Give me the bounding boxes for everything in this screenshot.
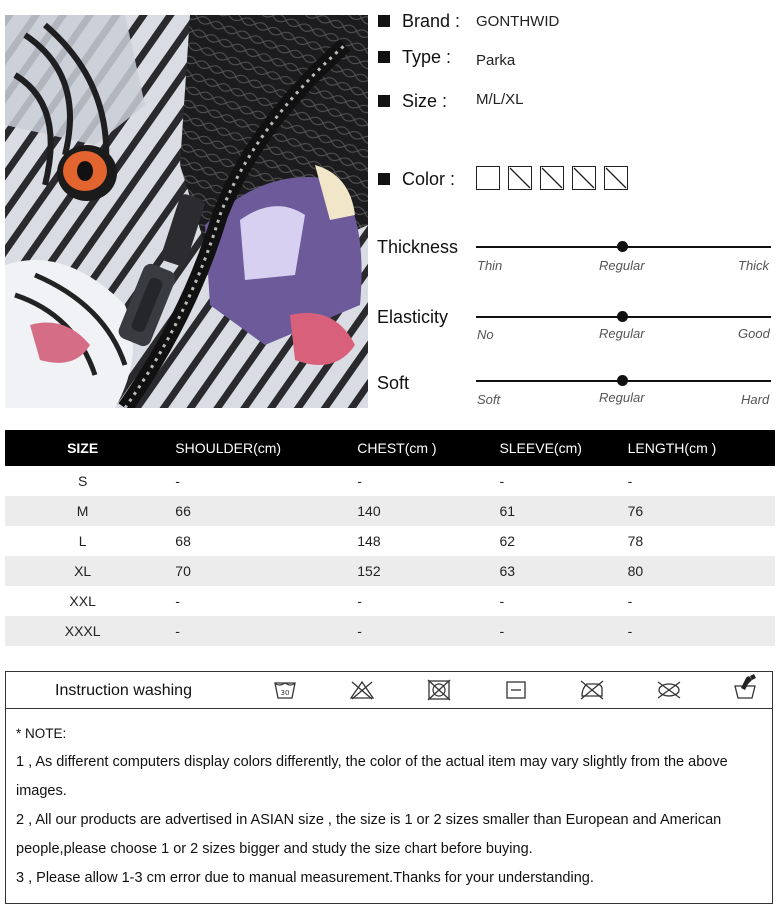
- scale-marker: [617, 311, 628, 322]
- hand-wash-30-icon: [272, 678, 298, 702]
- cell-sleeve: -: [499, 473, 505, 489]
- cell-chest: 140: [357, 496, 499, 526]
- scale-low-label: No: [477, 327, 494, 342]
- cell-shoulder: -: [175, 473, 180, 489]
- cell-size: XL: [5, 556, 160, 586]
- size-value: M/L/XL: [476, 91, 524, 108]
- bullet-square-icon: [378, 51, 390, 63]
- table-row: [5, 616, 775, 646]
- cell-length: -: [628, 616, 775, 646]
- cell-length: -: [627, 473, 633, 489]
- color-swatch-slashed[interactable]: [572, 166, 596, 190]
- spec-brand: [378, 9, 460, 33]
- color-label: Color :: [402, 168, 456, 189]
- cell-shoulder: 68: [175, 533, 191, 549]
- table-row: [5, 586, 775, 616]
- table-row: [5, 556, 775, 586]
- header-size: SIZE: [5, 430, 160, 466]
- cell-sleeve: 63: [499, 556, 627, 586]
- cell-length: -: [627, 593, 633, 609]
- header-chest: CHEST(cm ): [357, 430, 499, 466]
- size-label: Size :: [402, 90, 448, 111]
- do-not-dry-clean-icon: [656, 678, 682, 702]
- note-line: 2 , All our products are advertised in ASIAN size , the size is 1 or 2 sizes smaller than European and American: [16, 812, 722, 828]
- dry-flat-icon: [503, 678, 529, 702]
- note-line: 3 , Please allow 1-3 cm error due to manual measurement.Thanks for your understanding.: [16, 870, 594, 886]
- cell-shoulder: -: [175, 593, 180, 609]
- scale-title: Soft: [377, 373, 410, 393]
- svg-text:30: 30: [280, 689, 290, 697]
- cell-chest: -: [357, 616, 499, 646]
- scale-title: Thickness: [377, 237, 459, 257]
- do-not-tumble-dry-icon: [426, 678, 452, 702]
- cell-length: 76: [628, 496, 775, 526]
- note-heading: * NOTE:: [16, 726, 67, 741]
- color-swatch-slashed[interactable]: [508, 166, 532, 190]
- cell-size: L: [78, 533, 87, 549]
- scale-low-label: Thin: [477, 258, 503, 273]
- cell-length: 80: [628, 556, 775, 586]
- scale-high-label: Good: [738, 326, 770, 341]
- brand-value: GONTHWID: [476, 13, 560, 30]
- cell-size: M: [5, 496, 160, 526]
- note-line: 1 , As different computers display colors differently, the color of the actual item may vary slightly from the above: [16, 754, 728, 770]
- brand-label: Brand :: [402, 10, 461, 31]
- scale-high-label: Hard: [741, 392, 770, 407]
- spec-type: [378, 45, 451, 69]
- scale-marker: [617, 241, 628, 252]
- scale-mid-label: Regular: [599, 390, 645, 405]
- size-chart-table: [5, 430, 775, 646]
- cell-chest: 152: [357, 556, 499, 586]
- washing-title: Instruction washing: [55, 682, 192, 699]
- cell-sleeve: -: [499, 593, 505, 609]
- cell-length: 78: [627, 533, 644, 549]
- type-value: Parka: [476, 52, 516, 69]
- cell-chest: -: [357, 473, 362, 489]
- cell-size: S: [77, 473, 88, 489]
- cell-size: XXXL: [5, 616, 160, 646]
- cell-sleeve: -: [499, 616, 627, 646]
- bullet-square-icon: [378, 173, 390, 185]
- do-not-iron-icon: [579, 678, 605, 702]
- cell-size: XXL: [69, 593, 96, 609]
- header-length: LENGTH(cm ): [628, 430, 775, 466]
- color-swatch-blank[interactable]: [476, 166, 500, 190]
- color-swatch-slashed[interactable]: [540, 166, 564, 190]
- spec-size: [378, 89, 447, 113]
- header-shoulder: SHOULDER(cm): [160, 430, 357, 466]
- product-photo: [5, 15, 368, 408]
- washing-instructions: [5, 671, 773, 709]
- cell-shoulder: 70: [160, 556, 357, 586]
- scale-marker: [617, 375, 628, 386]
- color-swatches: [476, 166, 628, 190]
- header-sleeve: SLEEVE(cm): [499, 430, 627, 466]
- table-row: [5, 526, 775, 556]
- hand-wash-only-icon: [732, 674, 758, 698]
- cell-shoulder: -: [160, 616, 357, 646]
- note-line: images.: [16, 783, 67, 799]
- do-not-bleach-icon: [349, 678, 375, 702]
- bullet-square-icon: [378, 15, 390, 27]
- cell-sleeve: 61: [499, 496, 627, 526]
- notes-box: [5, 708, 773, 904]
- type-label: Type :: [402, 46, 452, 67]
- scale-title: Elasticity: [377, 307, 449, 327]
- cell-sleeve: 62: [499, 533, 516, 549]
- color-swatch-slashed[interactable]: [604, 166, 628, 190]
- table-header-row: [5, 430, 775, 466]
- scale-high-label: Thick: [738, 258, 770, 273]
- cell-chest: -: [357, 593, 362, 609]
- cell-chest: 148: [357, 533, 381, 549]
- note-line: people,please choose 1 or 2 sizes bigger and study the size chart before buying.: [16, 841, 533, 857]
- scale-low-label: Soft: [477, 392, 501, 407]
- spec-color: [378, 167, 455, 191]
- cell-shoulder: 66: [160, 496, 357, 526]
- table-row: [5, 496, 775, 526]
- table-row: [5, 466, 775, 496]
- bullet-square-icon: [378, 95, 390, 107]
- scale-mid-label: Regular: [599, 258, 645, 273]
- scale-mid-label: Regular: [599, 326, 645, 341]
